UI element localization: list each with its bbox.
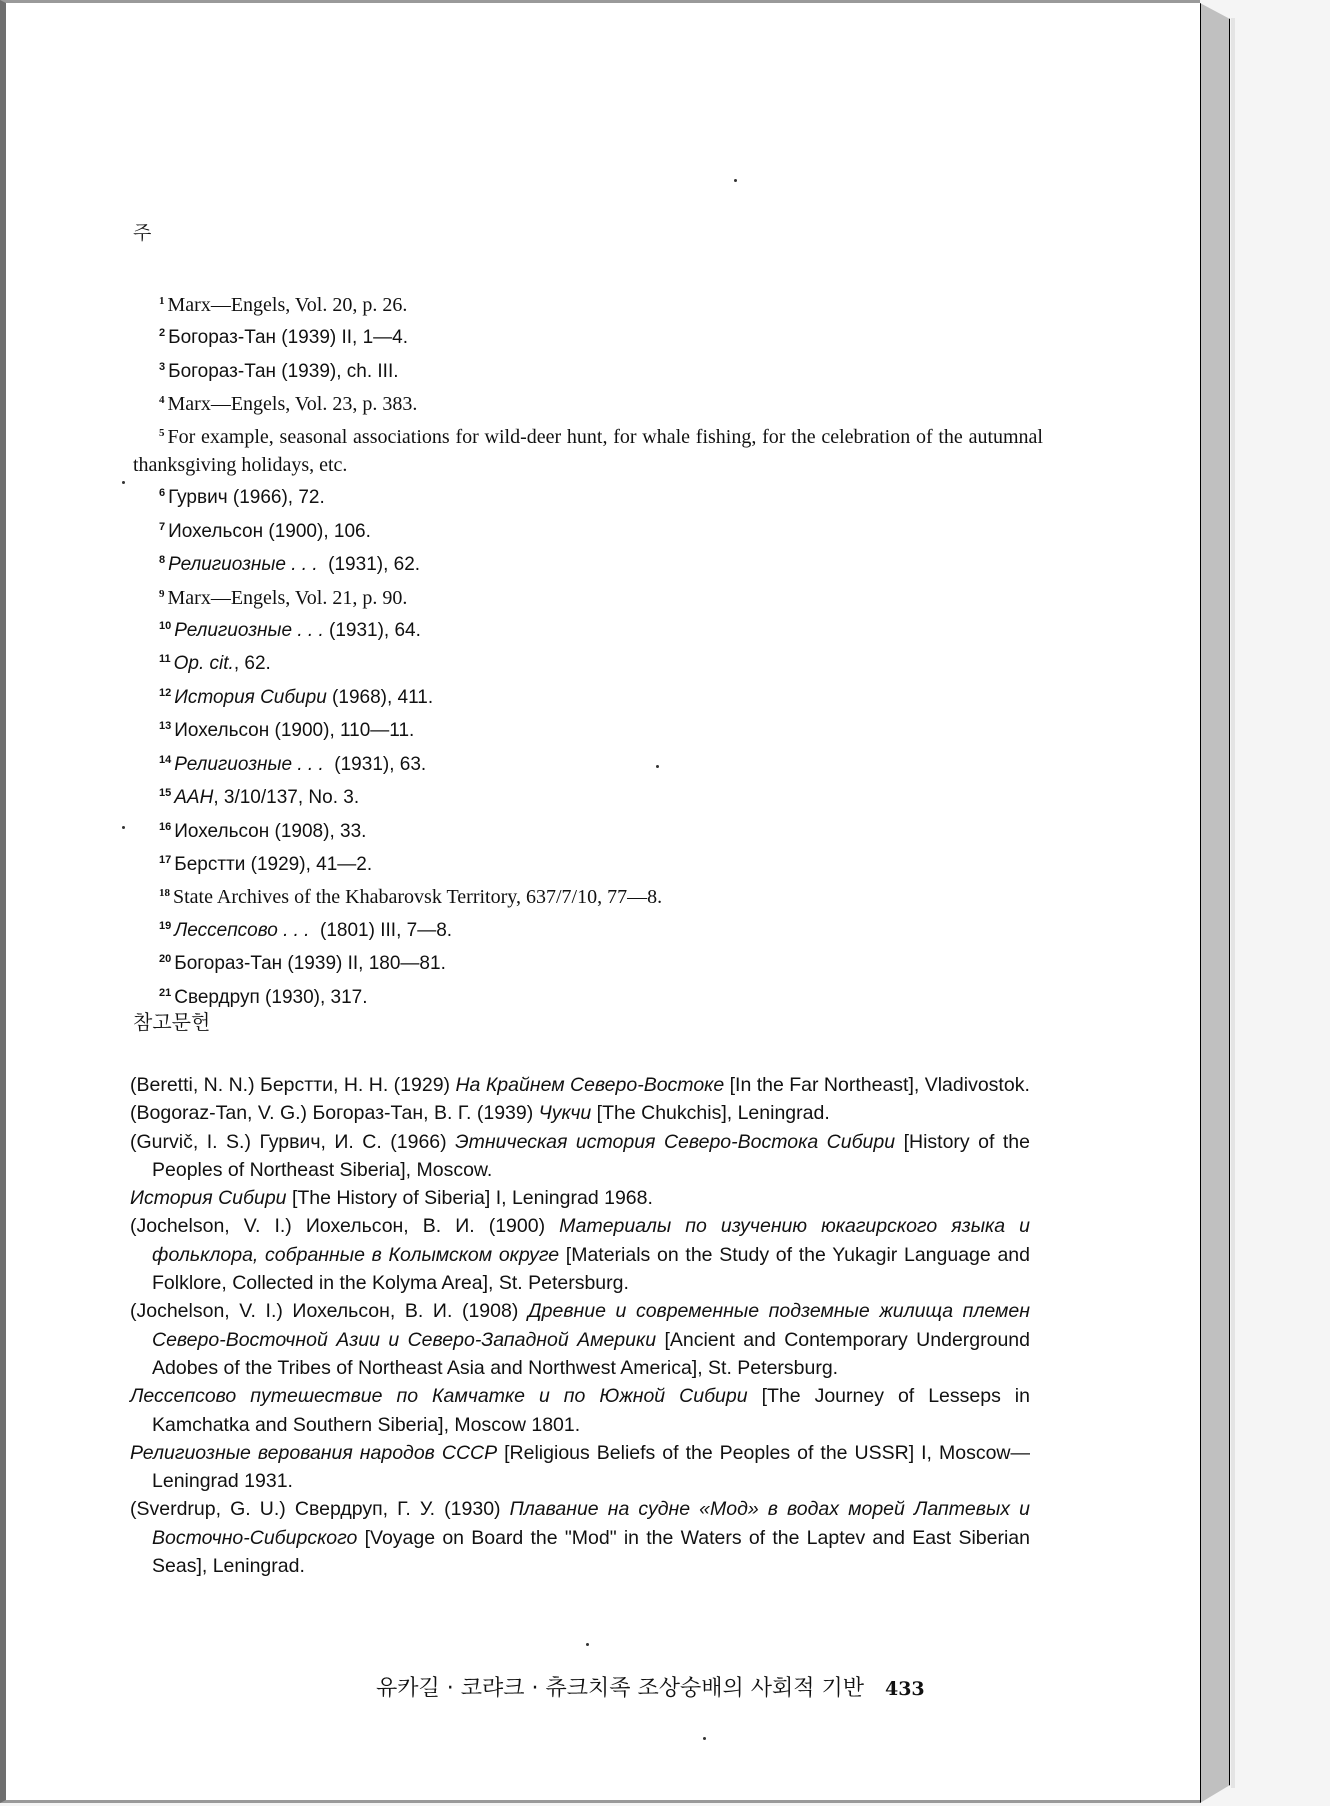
reference-text: [Voyage on Board the "Mod" in the Waters of the Laptev and East Siberian Seas], Leningrad. — [152, 1526, 1030, 1578]
footnote-number: 10 — [159, 620, 172, 633]
footnote-item — [133, 912, 1043, 945]
reference-title: Этническая история Северо-Востока Сибири — [455, 1130, 896, 1153]
footnote-item — [133, 287, 1043, 319]
footnote-number: 11 — [159, 653, 171, 666]
footnote-number: 9 — [159, 587, 165, 600]
footnote-number: 15 — [159, 787, 172, 800]
footnote-item — [133, 580, 1043, 612]
reference-text: [In the Far Northeast], Vladivostok. — [724, 1074, 1030, 1096]
reference-title: Материалы по изучению юкагирского языка и фольклора, собранные в Колымском округе — [152, 1215, 1030, 1266]
footnote-number: 19 — [159, 919, 172, 932]
footnote-number: 16 — [159, 820, 172, 833]
reference-title: История Сибири — [130, 1187, 287, 1210]
reference-entry — [130, 1495, 1030, 1580]
reference-entry — [130, 1297, 1030, 1382]
scan-speck — [703, 1737, 706, 1740]
scan-speck — [122, 826, 125, 829]
footnote-number: 5 — [159, 426, 165, 439]
reference-text: [Ancient and Contemporary Underground Adobes of the Tribes of Northeast Asia and Northwest America], St. Petersburg. — [152, 1328, 1030, 1379]
footnote-number: 6 — [159, 487, 166, 500]
footnote-text: Op. cit. — [173, 653, 234, 675]
footnote-text: Берстти (1929), 41—2. — [174, 853, 373, 875]
footnote-text: Иохельсон (1908), 33. — [174, 820, 367, 842]
footnote-text: (1968), 411. — [326, 686, 434, 708]
reference-text: (Beretti, N. N.) Берстти, Н. Н. (1929) — [130, 1074, 456, 1096]
footnote-text: State Archives of the Khabarovsk Territory, 637/7/10, 77—8. — [173, 886, 663, 909]
scan-speck — [734, 179, 737, 182]
references-list — [130, 1071, 1030, 1580]
footnote-item — [133, 712, 1043, 745]
footnote-text: Религиозные . . . — [168, 554, 318, 576]
reference-title: Религиозные верования народов СССР — [130, 1441, 498, 1464]
footnote-text: Свердруп (1930), 317. — [174, 986, 368, 1008]
footnote-text: Иохельсон (1900), 110—11. — [174, 720, 415, 742]
footnote-number: 17 — [159, 853, 172, 866]
footnote-text: Лессепсово . . . — [174, 919, 310, 941]
footnote-number: 1 — [159, 295, 165, 307]
footnote-text: (1801) III, 7—8. — [309, 919, 453, 941]
reference-text: (Jochelson, V. I.) Иохельсон, В. И. (1900) — [130, 1215, 560, 1238]
footnote-number: 20 — [159, 953, 172, 966]
footnote-item — [133, 479, 1043, 512]
footnote-text: Богораз-Тан (1939) II, 1—4. — [168, 327, 409, 349]
running-title: 유카길 · 코랴크 · 츄크치족 조상숭배의 사회적 기반 — [376, 1676, 864, 1701]
footnote-item — [133, 546, 1043, 579]
reference-text: [Materials on the Study of the Yukagir Language and Folklore, Collected in the Kolyma Area], St. Petersburg. — [152, 1243, 1030, 1295]
footnote-number: 7 — [159, 520, 166, 533]
footnote-item — [133, 612, 1043, 645]
notes-heading: 주 — [133, 222, 152, 244]
reference-entry — [130, 1128, 1030, 1185]
reference-entry — [130, 1439, 1030, 1496]
reference-text: (Bogoraz-Tan, V. G.) Богораз-Тан, В. Г. (1939) — [130, 1102, 539, 1125]
footnotes-list — [133, 287, 1048, 1012]
footnote-item — [133, 679, 1043, 712]
footnote-text: Религиозные . . . — [174, 753, 324, 775]
footnote-text: For example, seasonal associations for wild-deer hunt, for whale fishing, for the celebration of the autumnal thanksgiving holidays, etc. — [133, 425, 1048, 477]
page-footer — [376, 1671, 925, 1702]
footnote-text: , 3/10/137, No. 3. — [213, 787, 360, 809]
reference-title: Плавание на судне «Мод» в водах морей Лаптевых и Восточно-Сибирского — [152, 1498, 1030, 1549]
footnote-number: 13 — [159, 720, 172, 733]
footnote-text: (1931), 64. — [323, 620, 421, 642]
reference-entry — [130, 1099, 1030, 1127]
reference-entry — [130, 1184, 1030, 1212]
footnote-number: 2 — [159, 327, 166, 340]
footnote-text: Иохельсон (1900), 106. — [168, 520, 371, 542]
reference-entry — [130, 1071, 1030, 1099]
footnote-number: 21 — [159, 986, 172, 999]
footnote-item — [133, 353, 1043, 386]
footnote-text: Богораз-Тан (1939), ch. III. — [168, 360, 399, 382]
footnote-text: Marx—Engels, Vol. 20, p. 26. — [167, 294, 408, 316]
footnote-item — [133, 419, 1048, 480]
footnote-item — [133, 879, 1043, 911]
footnote-text: История Сибири — [174, 686, 327, 708]
reference-entry — [130, 1382, 1030, 1439]
footnote-number: 12 — [159, 686, 172, 699]
reference-text: [The History of Siberia] I, Leningrad 1968. — [286, 1187, 653, 1210]
footnote-text: , 62. — [233, 653, 271, 675]
reference-text: [Religious Beliefs of the Peoples of the USSR] I, Moscow—Leningrad 1931. — [152, 1441, 1030, 1493]
footnote-number: 3 — [159, 360, 166, 373]
footnote-text: (1931), 62. — [317, 554, 421, 576]
footnote-text: Marx—Engels, Vol. 23, p. 383. — [167, 393, 418, 416]
page-edge-shadow — [1231, 18, 1235, 1788]
reference-title: Древние и современные подземные жилища племен Северо-Восточной Азии и Северо-Западной Америки — [152, 1300, 1030, 1351]
reference-title: На Крайнем Северо-Востоке — [455, 1074, 725, 1096]
reference-text: [The Chukchis], Leningrad. — [591, 1102, 830, 1125]
footnote-text: Marx—Engels, Vol. 21, p. 90. — [167, 586, 408, 609]
footnote-text: AAH — [174, 787, 214, 809]
footnote-text: Религиозные . . . — [174, 620, 324, 642]
footnote-text: Гурвич (1966), 72. — [168, 487, 325, 509]
footnote-item — [133, 979, 1043, 1012]
reference-title: Чукчи — [538, 1102, 592, 1125]
reference-title: Лессепсово путешествие по Камчатке и по Южной Сибири — [130, 1385, 748, 1408]
reference-text: [The Journey of Lesseps in Kamchatka and Southern Siberia], Moscow 1801. — [152, 1385, 1030, 1436]
page-side-edge — [1200, 3, 1230, 1803]
footnote-item — [133, 779, 1043, 812]
reference-text: (Jochelson, V. I.) Иохельсон, В. И. (1908) — [130, 1300, 528, 1323]
footnote-item — [133, 513, 1043, 546]
page-number: 433 — [884, 1678, 925, 1700]
footnote-item — [133, 319, 1043, 352]
footnote-item — [133, 746, 1043, 779]
footnote-number: 8 — [159, 554, 166, 567]
scan-speck — [586, 1643, 589, 1646]
footnote-item — [133, 813, 1043, 846]
footnote-number: 4 — [159, 394, 165, 407]
reference-text: (Sverdrup, G. U.) Свердруп, Г. У. (1930) — [130, 1498, 510, 1521]
footnote-item — [133, 645, 1043, 678]
footnote-item — [133, 386, 1043, 418]
references-heading: 참고문헌 — [133, 1010, 211, 1034]
footnote-text: (1931), 63. — [323, 753, 427, 775]
footnote-item — [133, 945, 1043, 978]
reference-text: (Gurvič, I. S.) Гурвич, И. С. (1966) — [130, 1130, 456, 1153]
scan-speck — [656, 765, 659, 768]
footnote-number: 14 — [159, 753, 172, 766]
footnote-text: Богораз-Тан (1939) II, 180—81. — [174, 953, 446, 975]
reference-text: [History of the Peoples of Northeast Siberia], Moscow. — [152, 1130, 1030, 1181]
footnote-item — [133, 846, 1043, 879]
footnote-number: 18 — [159, 887, 170, 900]
scan-speck — [122, 481, 125, 484]
reference-entry — [130, 1212, 1030, 1297]
